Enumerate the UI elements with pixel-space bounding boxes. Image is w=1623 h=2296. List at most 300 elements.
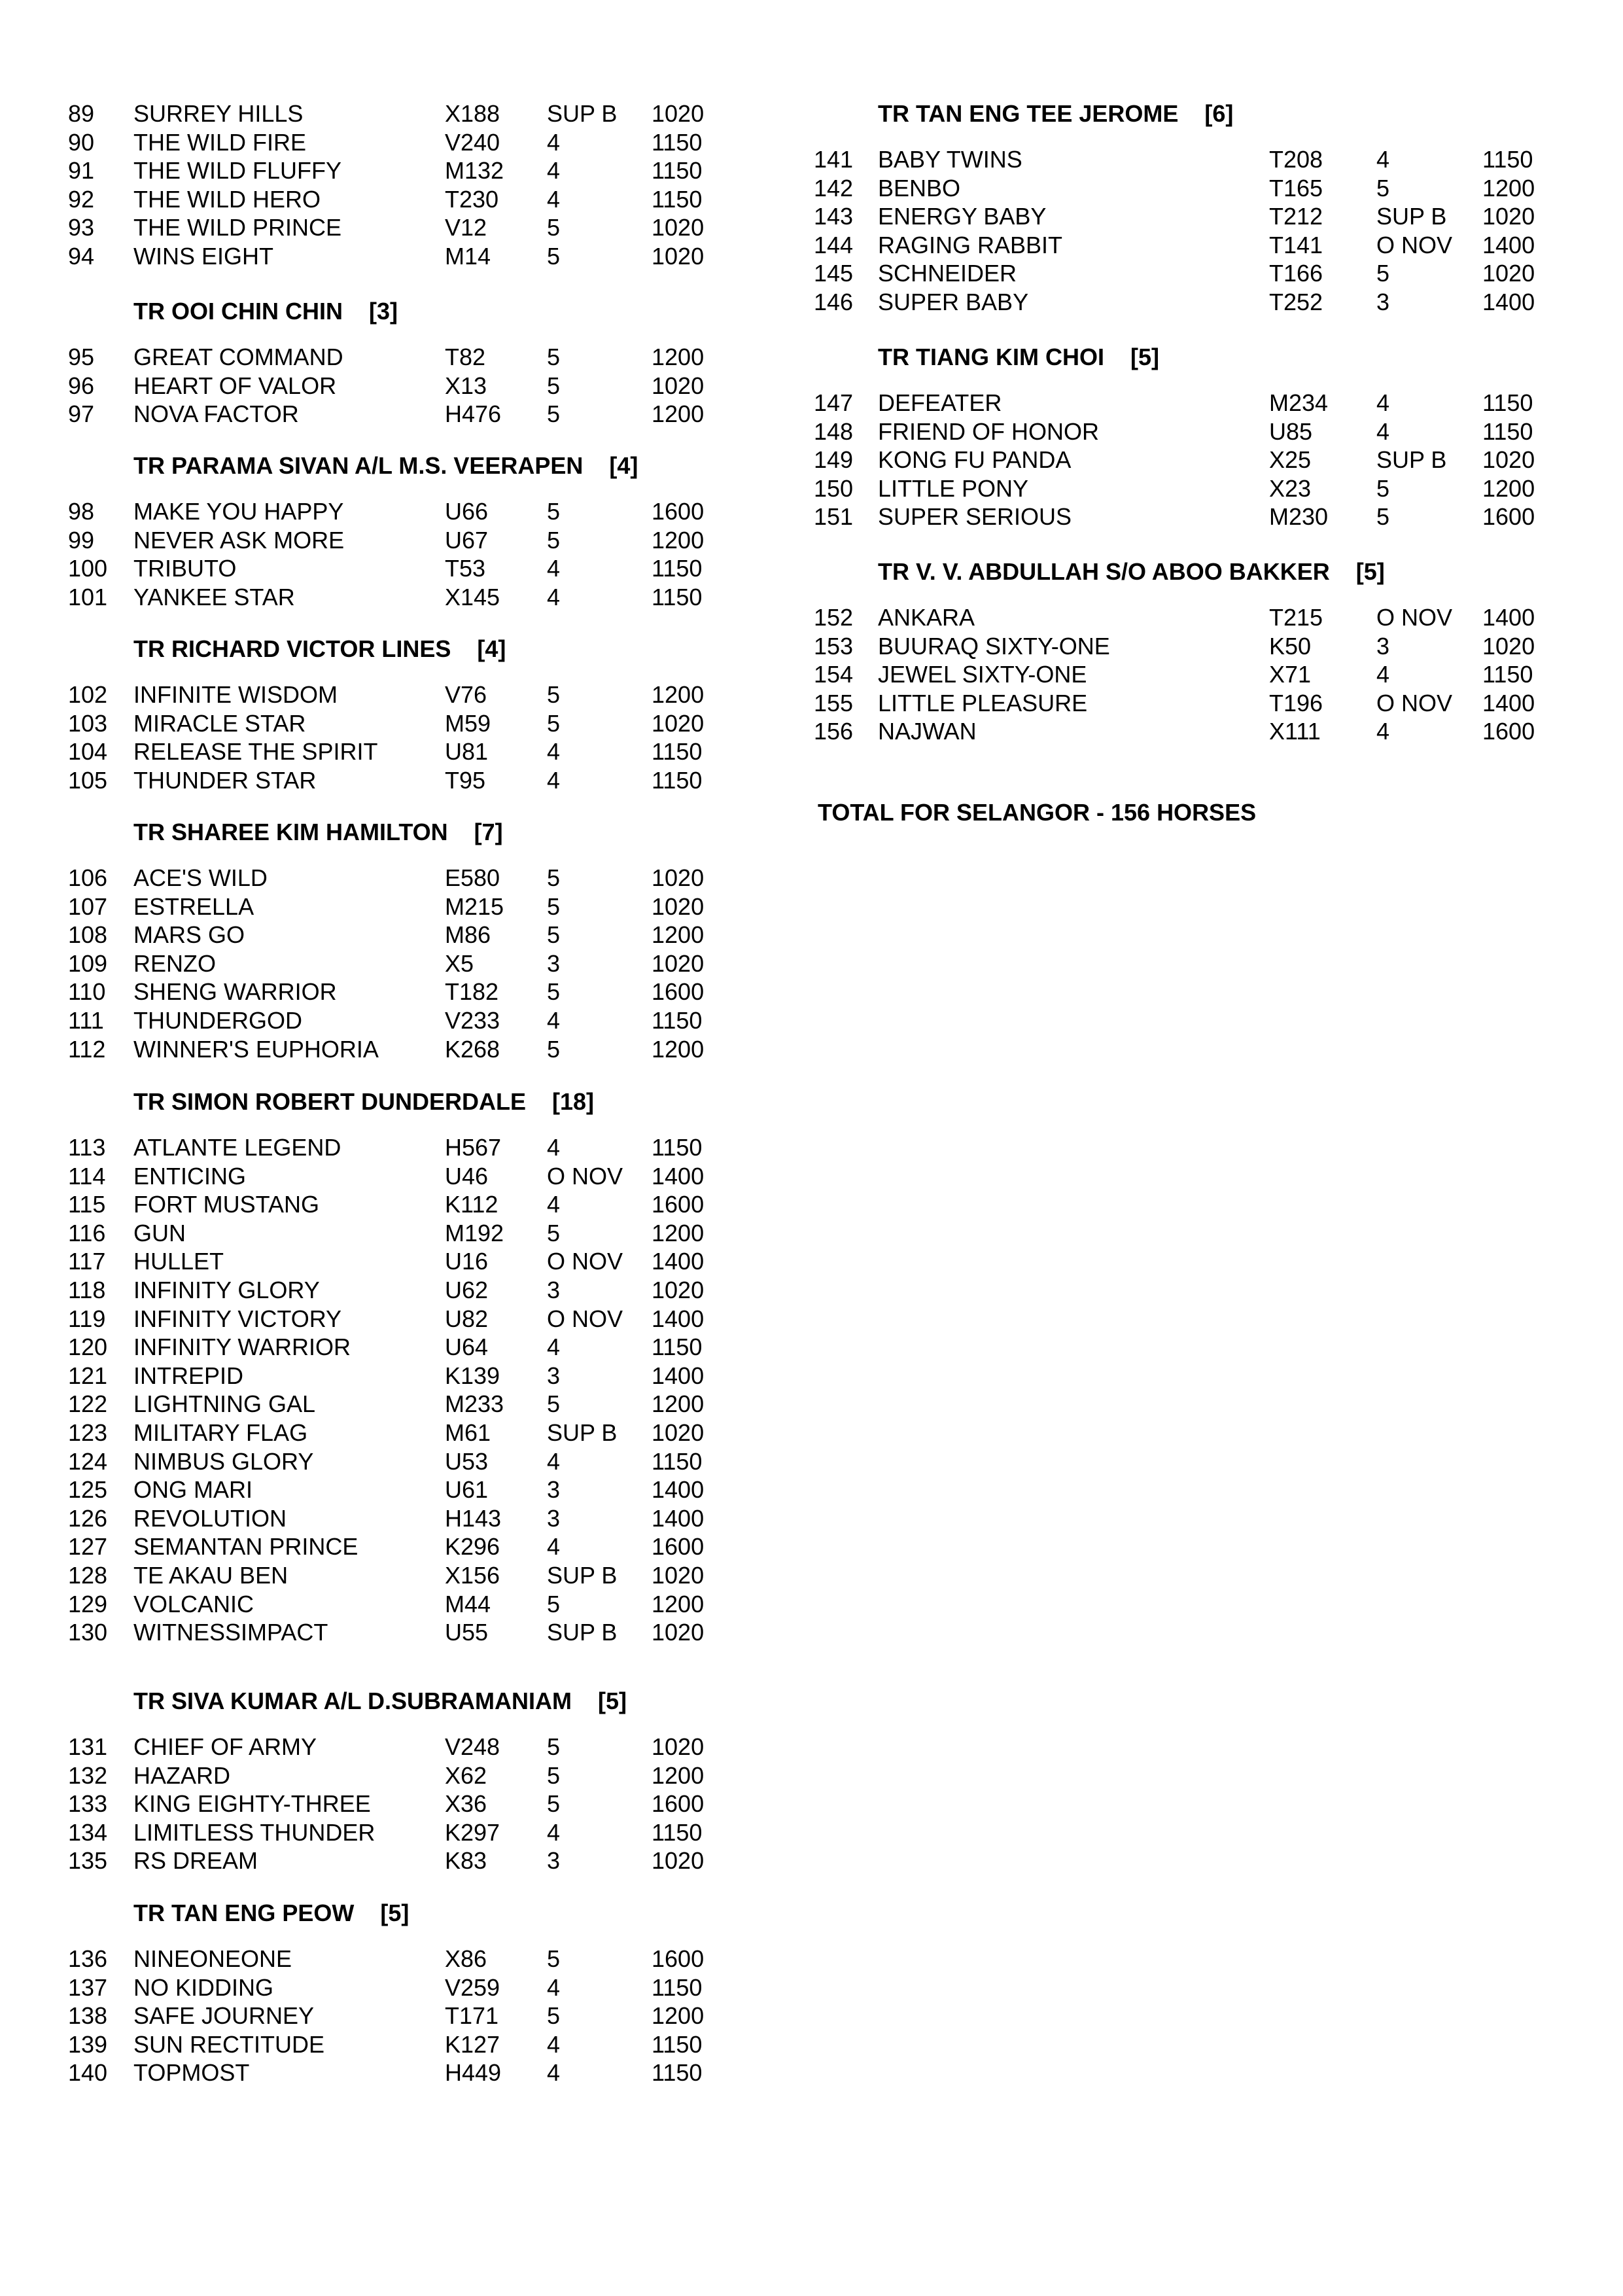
row-number: 124 [68,1447,108,1475]
distance: 1150 [652,1007,703,1034]
horse-class: 4 [1376,661,1390,688]
horse-class: 5 [547,400,561,428]
distance: 1600 [652,1191,705,1218]
distance: 1020 [652,1419,705,1446]
horse-name: ACE'S WILD [133,864,268,891]
horse-code: U67 [445,526,489,554]
row-number: 150 [814,474,854,502]
distance: 1200 [1482,474,1535,502]
horse-code: T82 [445,344,486,370]
row-number: 117 [68,1248,106,1275]
trainer-heading [133,818,503,847]
horse-class: O NOV [1376,689,1453,716]
distance: 1200 [652,1761,705,1789]
horse-name: NEVER ASK MORE [133,526,345,554]
trainer-name: TR TAN ENG TEE JEROME [878,100,1179,127]
row-number: 93 [68,214,95,241]
horse-name: THE WILD FLUFFY [133,157,342,185]
horse-code: V233 [445,1007,500,1034]
horse-class: 3 [547,949,561,977]
row-number: 119 [68,1305,106,1332]
horse-name: SCHNEIDER [878,260,1017,287]
row-number: 141 [814,146,854,173]
distance: 1200 [652,1390,705,1418]
horse-name: LITTLE PONY [878,474,1029,502]
distance: 1400 [652,1248,705,1275]
horse-class: 4 [1376,718,1390,745]
horse-class: 5 [547,709,561,737]
horse-code: T230 [445,185,499,213]
horse-code: X86 [445,1945,487,1972]
distance: 1020 [652,243,705,270]
horse-class: SUP B [547,100,618,127]
horse-class: 5 [547,1761,561,1789]
horse-code: T166 [1269,260,1323,287]
horse-class: 3 [1376,289,1390,315]
trainer-name: TR V. V. ABDULLAH S/O ABOO BAKKER [878,558,1330,585]
horse-class: 5 [547,978,561,1006]
trainer-horse-count: [7] [474,819,503,845]
row-number: 122 [68,1390,108,1418]
horse-class: SUP B [1376,446,1447,474]
distance: 1400 [1482,289,1535,315]
row-number: 97 [68,400,95,428]
horse-class: 5 [547,2002,561,2030]
distance: 1150 [652,1818,703,1846]
horse-class: 3 [547,1847,561,1875]
horse-name: THUNDER STAR [133,766,317,794]
horse-class: SUP B [547,1419,618,1446]
row-number: 101 [68,583,108,610]
row-number: 144 [814,231,854,258]
distance: 1600 [652,1945,705,1972]
trainer-heading [878,343,1159,372]
distance: 1400 [652,1162,705,1190]
row-number: 120 [68,1333,108,1361]
horse-class: 5 [547,1219,561,1246]
horse-code: M192 [445,1219,504,1246]
horse-code: K297 [445,1818,500,1846]
horse-class: 4 [1376,417,1390,445]
distance: 1200 [1482,174,1535,202]
horse-name: REVOLUTION [133,1504,287,1532]
row-number: 156 [814,718,854,745]
trainer-heading [133,1687,627,1716]
distance: 1400 [652,1362,705,1389]
horse-class: 4 [1376,146,1390,173]
horse-class: 4 [547,766,561,794]
horse-code: U46 [445,1162,489,1190]
horse-name: ATLANTE LEGEND [133,1134,341,1161]
horse-code: X156 [445,1562,500,1589]
horse-class: 4 [547,1191,561,1218]
trainer-heading [133,635,506,663]
row-number: 100 [68,555,108,582]
horse-name: ANKARA [878,604,975,631]
horse-name: BUURAQ SIXTY-ONE [878,632,1110,660]
row-number: 110 [68,978,106,1006]
trainer-name: TR PARAMA SIVAN A/L M.S. VEERAPEN [133,452,584,479]
horse-name: THE WILD PRINCE [133,214,342,241]
horse-class: 5 [547,214,561,241]
distance: 1020 [652,372,705,399]
horse-class: 4 [547,2059,561,2087]
row-number: 145 [814,260,854,287]
horse-name: TE AKAU BEN [133,1562,288,1589]
horse-class: O NOV [547,1248,623,1275]
horse-class: O NOV [1376,604,1453,631]
horse-class: 5 [547,1035,561,1063]
horse-class: 4 [547,1818,561,1846]
horse-name: LIGHTNING GAL [133,1390,316,1418]
horse-name: SUPER SERIOUS [878,503,1072,531]
horse-code: M233 [445,1390,504,1418]
horse-code: U53 [445,1447,489,1475]
horse-class: SUP B [547,1562,618,1589]
horse-name: SAFE JOURNEY [133,2002,315,2030]
horse-name: SUPER BABY [878,289,1029,315]
total-line: TOTAL FOR SELANGOR - 156 HORSES [818,799,1257,826]
horse-name: INTREPID [133,1362,244,1389]
horse-class: 4 [547,128,561,156]
distance: 1020 [652,864,705,891]
horse-code: V12 [445,214,487,241]
horse-code: M61 [445,1419,491,1446]
row-number: 112 [68,1035,106,1063]
horse-code: U64 [445,1333,489,1361]
horse-code: X71 [1269,661,1312,688]
row-number: 104 [68,738,108,766]
horse-code: K139 [445,1362,500,1389]
horse-name: CHIEF OF ARMY [133,1733,317,1760]
horse-name: HEART OF VALOR [133,372,337,399]
distance: 1150 [652,2030,703,2058]
horse-class: 5 [547,1733,561,1760]
horse-code: H449 [445,2059,502,2087]
horse-class: O NOV [1376,231,1453,258]
horse-class: 3 [547,1362,561,1389]
horse-name: RS DREAM [133,1847,258,1875]
trainer-name: TR SHAREE KIM HAMILTON [133,819,448,845]
distance: 1400 [652,1476,705,1504]
row-number: 111 [68,1007,104,1034]
horse-code: T196 [1269,689,1323,716]
horse-class: 4 [547,1007,561,1034]
distance: 1020 [652,892,705,920]
row-number: 92 [68,185,95,213]
horse-class: 5 [547,526,561,554]
horse-code: T208 [1269,146,1323,173]
trainer-horse-count: [5] [1355,558,1385,585]
row-number: 91 [68,157,95,185]
row-number: 127 [68,1533,108,1561]
row-number: 98 [68,498,95,525]
horse-class: 4 [1376,389,1390,416]
distance: 1400 [1482,231,1535,258]
horse-class: 5 [547,498,561,525]
trainer-heading [878,557,1385,586]
horse-code: V76 [445,681,487,708]
horse-name: SHENG WARRIOR [133,978,337,1006]
horse-code: H476 [445,400,502,428]
horse-class: 4 [547,583,561,610]
trainer-heading [133,297,398,326]
row-number: 152 [814,604,854,631]
horse-code: V248 [445,1733,500,1760]
horse-class: 5 [547,1790,561,1818]
horse-name: LITTLE PLEASURE [878,689,1088,716]
horse-class: 4 [547,1134,561,1161]
horse-code: U81 [445,738,489,766]
horse-name: MILITARY FLAG [133,1419,308,1446]
row-number: 153 [814,632,854,660]
horse-code: T171 [445,2002,499,2030]
row-number: 114 [68,1162,106,1190]
row-number: 95 [68,344,95,370]
horse-code: H143 [445,1504,502,1532]
horse-code: M59 [445,709,491,737]
distance: 1150 [652,738,703,766]
trainer-heading [133,451,638,480]
horse-name: NINEONEONE [133,1945,292,1972]
distance: 1020 [652,214,705,241]
horse-name: NO KIDDING [133,1973,274,2001]
trainer-horse-count: [5] [1130,344,1159,370]
horse-name: WINNER'S EUPHORIA [133,1035,379,1063]
trainer-horse-count: [3] [369,298,398,325]
horse-class: 3 [1376,632,1390,660]
distance: 1020 [652,100,705,127]
horse-code: M132 [445,157,504,185]
distance: 1600 [652,1533,705,1561]
horse-class: 5 [547,344,561,370]
horse-name: TRIBUTO [133,555,237,582]
horse-name: DEFEATER [878,389,1002,416]
horse-code: U62 [445,1277,489,1303]
distance: 1020 [652,1733,705,1760]
trainer-name: TR OOI CHIN CHIN [133,298,343,325]
distance: 1200 [652,1035,705,1063]
distance: 1150 [652,128,703,156]
horse-class: 5 [547,864,561,891]
horse-code: U85 [1269,417,1313,445]
distance: 1400 [652,1504,705,1532]
horse-class: 5 [547,681,561,708]
row-number: 96 [68,372,95,399]
horse-class: 5 [1376,474,1390,502]
row-number: 140 [68,2059,108,2087]
horse-code: U55 [445,1619,489,1646]
horse-code: T182 [445,978,499,1006]
horse-class: 4 [547,185,561,213]
row-number: 118 [68,1277,106,1303]
horse-code: T165 [1269,174,1323,202]
row-number: 94 [68,243,95,270]
distance: 1150 [652,555,703,582]
distance: 1400 [1482,689,1535,716]
row-number: 128 [68,1562,108,1589]
distance: 1200 [652,1219,705,1246]
horse-class: O NOV [547,1305,623,1332]
trainer-horse-count: [5] [597,1687,627,1714]
horse-name: INFINITY WARRIOR [133,1333,351,1361]
row-number: 135 [68,1847,108,1875]
row-number: 137 [68,1973,108,2001]
distance: 1150 [652,1447,703,1475]
horse-code: T95 [445,766,486,794]
horse-code: X145 [445,583,500,610]
row-number: 108 [68,921,108,949]
distance: 1600 [652,498,705,525]
horse-class: 5 [547,1390,561,1418]
distance: 1200 [652,526,705,554]
row-number: 90 [68,128,95,156]
row-number: 143 [814,203,854,230]
horse-class: SUP B [1376,203,1447,230]
horse-code: M14 [445,243,491,270]
row-number: 131 [68,1733,108,1760]
row-number: 113 [68,1134,106,1161]
row-number: 155 [814,689,854,716]
row-number: 102 [68,681,108,708]
distance: 1150 [652,185,703,213]
distance: 1150 [652,157,703,185]
distance: 1150 [1482,389,1533,416]
horse-name: THUNDERGOD [133,1007,302,1034]
horse-code: X25 [1269,446,1312,474]
distance: 1150 [652,1973,703,2001]
horse-name: ENERGY BABY [878,203,1047,230]
horse-class: 3 [547,1476,561,1504]
horse-name: ENTICING [133,1162,247,1190]
horse-class: 4 [547,157,561,185]
distance: 1200 [652,921,705,949]
horse-name: NAJWAN [878,718,977,745]
horse-code: K83 [445,1847,487,1875]
horse-code: T53 [445,555,486,582]
row-number: 129 [68,1590,108,1617]
distance: 1200 [652,344,705,370]
horse-name: WINS EIGHT [133,243,273,270]
horse-code: X5 [445,949,474,977]
horse-name: BABY TWINS [878,146,1022,173]
row-number: 103 [68,709,108,737]
distance: 1150 [652,583,703,610]
horse-class: O NOV [547,1162,623,1190]
horse-code: K127 [445,2030,500,2058]
horse-class: 4 [547,1533,561,1561]
distance: 1020 [1482,203,1535,230]
distance: 1150 [1482,146,1533,173]
horse-name: INFINITY GLORY [133,1277,320,1303]
horse-name: TOPMOST [133,2059,250,2087]
distance: 1600 [652,1790,705,1818]
row-number: 133 [68,1790,108,1818]
row-number: 116 [68,1219,106,1246]
horse-name: VOLCANIC [133,1590,254,1617]
row-number: 123 [68,1419,108,1446]
horse-name: SURREY HILLS [133,100,304,127]
horse-name: THE WILD HERO [133,185,321,213]
row-number: 139 [68,2030,108,2058]
horse-class: 4 [547,2030,561,2058]
trainer-heading [878,99,1233,128]
horse-name: HAZARD [133,1761,231,1789]
distance: 1400 [652,1305,705,1332]
horse-code: V240 [445,128,500,156]
row-number: 89 [68,100,95,127]
horse-name: INFINITY VICTORY [133,1305,342,1332]
trainer-name: TR TAN ENG PEOW [133,1899,355,1926]
row-number: 130 [68,1619,108,1646]
horse-name: MAKE YOU HAPPY [133,498,344,525]
trainer-name: TR SIVA KUMAR A/L D.SUBRAMANIAM [133,1687,572,1714]
distance: 1020 [652,709,705,737]
horse-code: M44 [445,1590,491,1617]
horse-name: MARS GO [133,921,245,949]
horse-code: X62 [445,1761,487,1789]
horse-code: M215 [445,892,504,920]
distance: 1600 [1482,718,1535,745]
horse-class: 5 [1376,174,1390,202]
distance: 1020 [1482,260,1535,287]
distance: 1200 [652,400,705,428]
trainer-horse-count: [4] [477,635,506,662]
trainer-name: TR TIANG KIM CHOI [878,344,1104,370]
row-number: 126 [68,1504,108,1532]
distance: 1020 [1482,446,1535,474]
horse-class: 5 [1376,260,1390,287]
horse-class: 4 [547,1973,561,2001]
horse-name: MIRACLE STAR [133,709,306,737]
horse-code: X36 [445,1790,487,1818]
distance: 1150 [1482,417,1533,445]
horse-code: T212 [1269,203,1323,230]
horse-name: INFINITE WISDOM [133,681,338,708]
distance: 1020 [652,1847,705,1875]
horse-name: WITNESSIMPACT [133,1619,328,1646]
trainer-heading [133,1087,594,1116]
distance: 1020 [652,1277,705,1303]
row-number: 132 [68,1761,108,1789]
horse-name: LIMITLESS THUNDER [133,1818,375,1846]
row-number: 148 [814,417,854,445]
horse-code: U61 [445,1476,489,1504]
distance: 1020 [652,1619,705,1646]
horse-code: T215 [1269,604,1323,631]
horse-code: X13 [445,372,487,399]
row-number: 115 [68,1191,106,1218]
distance: 1400 [1482,604,1535,631]
row-number: 106 [68,864,108,891]
horse-code: E580 [445,864,500,891]
horse-class: 4 [547,1333,561,1361]
horse-class: 4 [547,738,561,766]
row-number: 147 [814,389,854,416]
horse-name: YANKEE STAR [133,583,295,610]
horse-name: GUN [133,1219,186,1246]
distance: 1150 [652,1134,703,1161]
distance: 1200 [652,1590,705,1617]
row-number: 134 [68,1818,108,1846]
horse-name: SEMANTAN PRINCE [133,1533,358,1561]
row-number: 138 [68,2002,108,2030]
horse-name: GREAT COMMAND [133,344,343,370]
row-number: 105 [68,766,108,794]
horse-name: NIMBUS GLORY [133,1447,314,1475]
horse-class: 5 [547,243,561,270]
trainer-horse-count: [18] [552,1088,595,1115]
